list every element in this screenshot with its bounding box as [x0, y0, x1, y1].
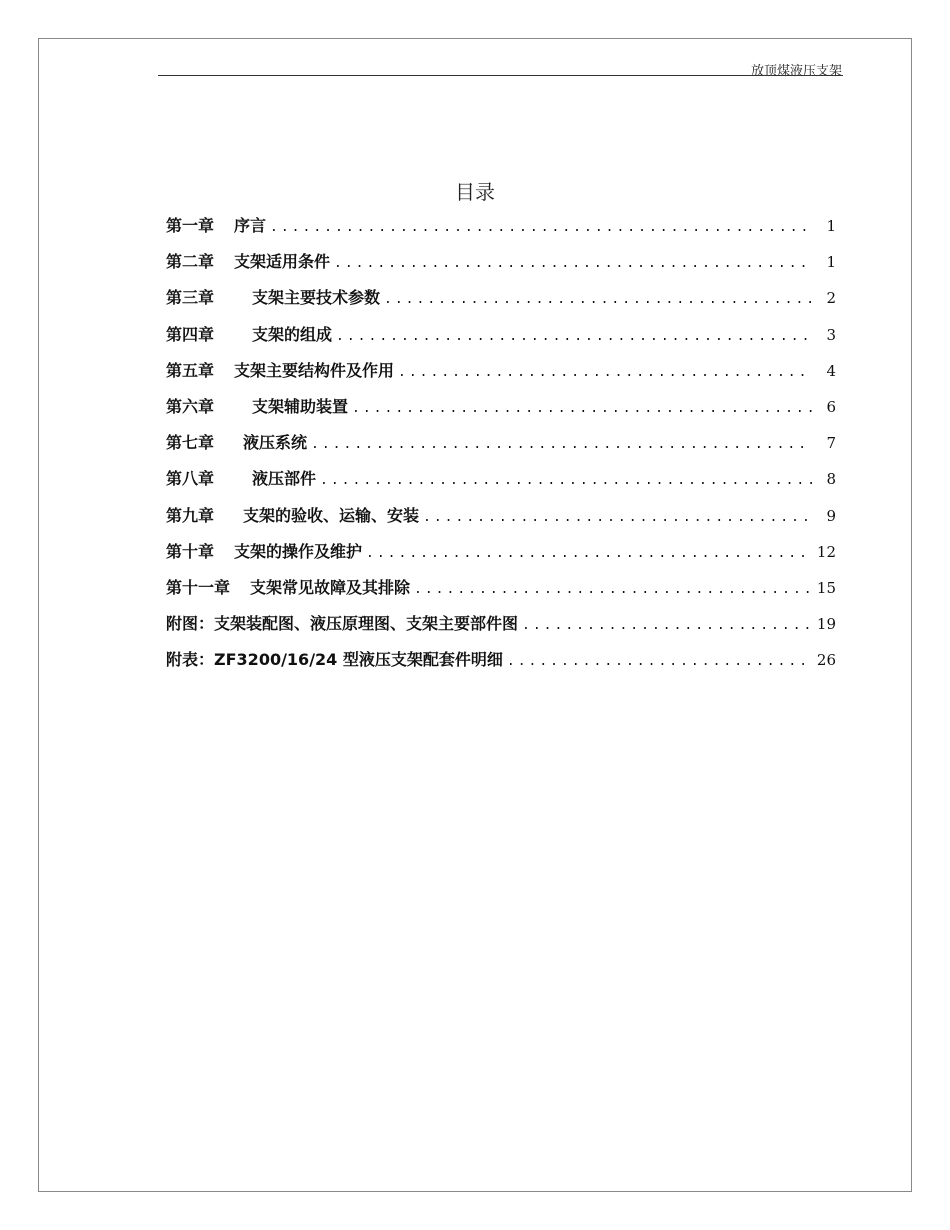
toc-entry[interactable] — [166, 244, 836, 280]
toc-page-number: 15 — [816, 578, 836, 597]
toc-chapter: 第三章 — [166, 288, 215, 308]
toc-heading: 液压部件 — [252, 469, 317, 489]
toc-page-number: 2 — [826, 289, 836, 308]
toc-page-number: 1 — [826, 217, 836, 235]
toc-heading: 支架主要技术参数 — [252, 288, 381, 308]
toc-entry[interactable] — [166, 570, 836, 606]
toc-heading: 支架装配图、液压原理图、支架主要部件图 — [214, 614, 519, 634]
toc-dot-leader — [507, 644, 812, 680]
toc-chapter: 附表： — [166, 650, 215, 670]
toc-heading: 支架常见故障及其排除 — [250, 577, 411, 597]
toc-entry[interactable] — [166, 208, 836, 244]
toc-page-number: 1 — [826, 253, 836, 272]
toc-dot-leader — [366, 536, 812, 572]
toc-heading: 序言 — [234, 216, 267, 235]
toc-chapter: 第五章 — [166, 360, 215, 380]
toc-chapter: 第六章 — [166, 396, 215, 416]
toc-dot-leader — [522, 608, 812, 644]
toc-page-number: 6 — [826, 397, 836, 416]
toc-chapter: 附图： — [166, 614, 215, 634]
toc-chapter: 第八章 — [166, 469, 215, 489]
toc-chapter: 第七章 — [166, 433, 215, 453]
toc-entry[interactable] — [166, 280, 836, 316]
toc-dot-leader — [311, 427, 812, 463]
toc-page-number: 26 — [816, 651, 836, 670]
toc-entry[interactable] — [166, 606, 836, 642]
toc-heading: ZF3200/16/24 型液压支架配套件明细 — [214, 650, 503, 670]
toc-page-number: 7 — [826, 434, 836, 453]
toc-dot-leader — [384, 282, 812, 318]
toc-dot-leader — [423, 500, 812, 536]
toc-heading: 支架辅助装置 — [252, 396, 349, 416]
toc-heading: 支架适用条件 — [234, 252, 331, 272]
header-rule — [158, 75, 843, 76]
toc-entry[interactable] — [166, 534, 836, 570]
toc-chapter: 第二章 — [166, 252, 215, 272]
toc-title: 目录 — [455, 180, 495, 204]
toc-heading: 液压系统 — [243, 433, 308, 453]
toc-heading: 支架的操作及维护 — [234, 541, 363, 561]
toc-dot-leader — [414, 572, 812, 608]
toc-chapter: 第九章 — [166, 505, 215, 525]
toc-chapter: 第一章 — [166, 216, 215, 235]
toc-entry[interactable] — [166, 642, 836, 678]
toc-entry[interactable] — [166, 353, 836, 389]
toc-chapter: 第四章 — [166, 324, 215, 344]
table-of-contents — [166, 208, 836, 678]
toc-page-number: 3 — [826, 325, 836, 344]
toc-dot-leader — [334, 246, 812, 282]
toc-heading: 支架的组成 — [252, 324, 333, 344]
toc-page-number: 19 — [816, 615, 836, 634]
toc-entry[interactable] — [166, 498, 836, 534]
toc-dot-leader — [352, 391, 812, 427]
running-header: 放顶煤液压支架 — [750, 64, 842, 79]
toc-entry[interactable] — [166, 425, 836, 461]
toc-entry[interactable] — [166, 389, 836, 425]
toc-page-number: 9 — [826, 506, 836, 525]
toc-dot-leader — [320, 463, 812, 499]
toc-chapter: 第十章 — [166, 541, 215, 561]
toc-chapter: 第十一章 — [166, 577, 231, 597]
toc-heading: 支架的验收、运输、安装 — [243, 505, 420, 525]
toc-entry[interactable] — [166, 461, 836, 497]
toc-page-number: 4 — [826, 361, 836, 380]
toc-heading: 支架主要结构件及作用 — [234, 360, 395, 380]
toc-page-number: 8 — [826, 470, 836, 489]
toc-page-number: 12 — [816, 542, 836, 561]
toc-dot-leader — [270, 210, 812, 246]
toc-dot-leader — [336, 319, 812, 355]
toc-entry[interactable] — [166, 317, 836, 353]
toc-dot-leader — [398, 355, 812, 391]
